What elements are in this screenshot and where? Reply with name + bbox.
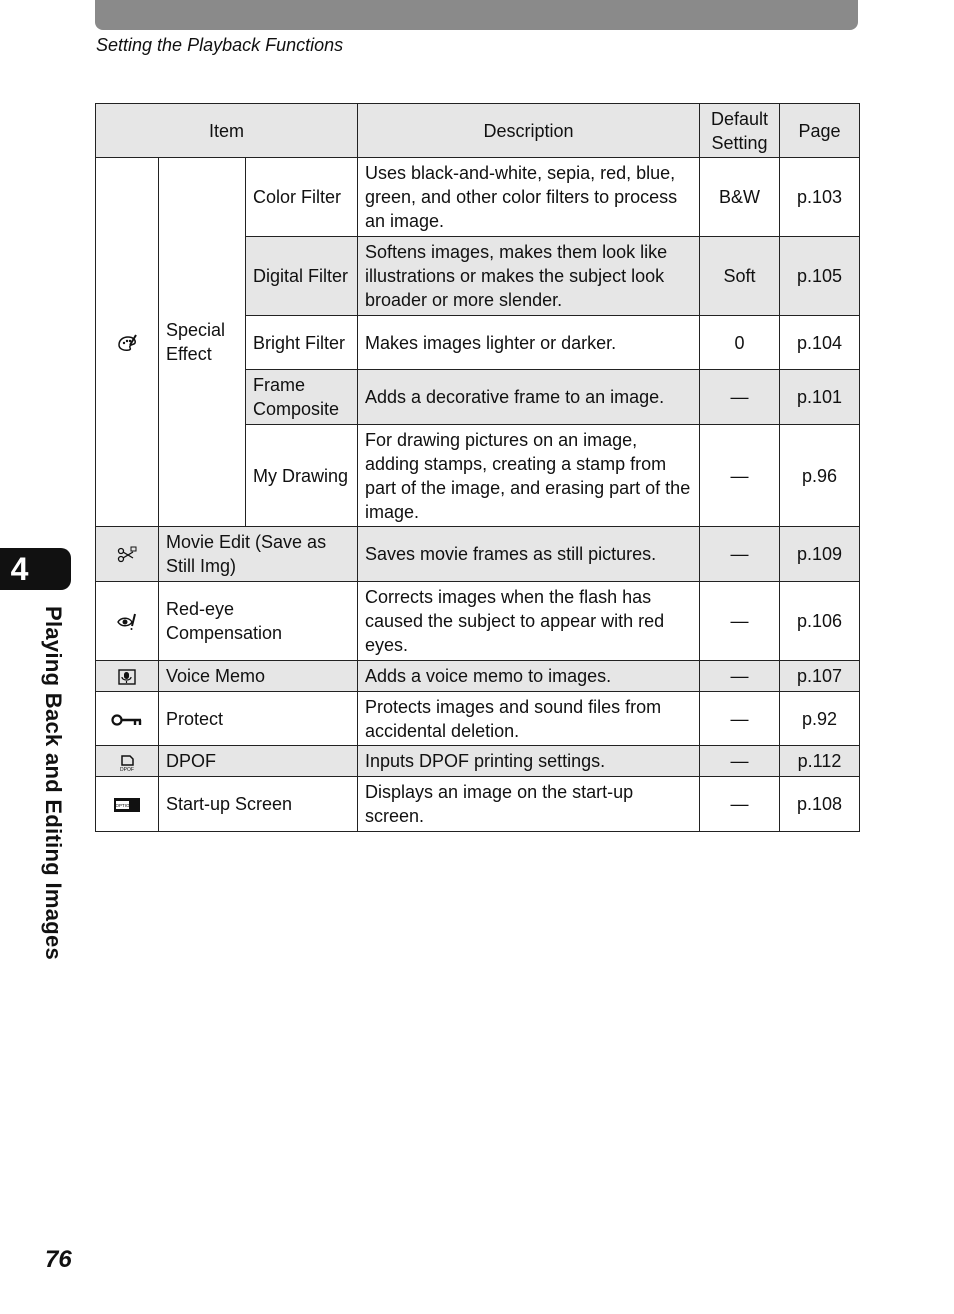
startup-screen-icon: [96, 777, 159, 832]
chapter-title: Playing Back and Editing Images: [41, 606, 66, 961]
header-description: Description: [358, 104, 700, 158]
function-name: Bright Filter: [246, 316, 358, 370]
page-reference: p.96: [780, 425, 860, 527]
default-setting: —: [700, 692, 780, 746]
page-reference: p.108: [780, 777, 860, 832]
function-description: Softens images, makes them look like illustrations or makes the subject look broader or more slender.: [358, 237, 700, 316]
movie-edit-icon: [96, 527, 159, 582]
page-reference: p.92: [780, 692, 860, 746]
function-description: Makes images lighter or darker.: [358, 316, 700, 370]
function-description: Saves movie frames as still pictures.: [358, 527, 700, 582]
function-name: Protect: [159, 692, 358, 746]
default-setting: —: [700, 582, 780, 661]
function-description: Adds a voice memo to images.: [358, 661, 700, 692]
page-reference: p.109: [780, 527, 860, 582]
dpof-icon-label: DPOF: [120, 767, 134, 773]
voice-memo-icon: [96, 661, 159, 692]
page-reference: p.105: [780, 237, 860, 316]
page-number: 76: [45, 1246, 72, 1273]
table-row: [96, 582, 860, 661]
default-setting: —: [700, 370, 780, 425]
page-reference: p.107: [780, 661, 860, 692]
function-description: Corrects images when the flash has caused the subject to appear with red eyes.: [358, 582, 700, 661]
dpof-icon: [96, 746, 159, 777]
header-page: Page: [780, 104, 860, 158]
function-description: Adds a decorative frame to an image.: [358, 370, 700, 425]
function-name: DPOF: [159, 746, 358, 777]
default-setting: Soft: [700, 237, 780, 316]
function-description: Protects images and sound files from accidental deletion.: [358, 692, 700, 746]
page-reference: p.112: [780, 746, 860, 777]
function-description: Inputs DPOF printing settings.: [358, 746, 700, 777]
protect-key-icon: [96, 692, 159, 746]
red-eye-icon: [96, 582, 159, 661]
function-name: Voice Memo: [159, 661, 358, 692]
table-header-row: [96, 104, 860, 158]
palette-icon: [96, 158, 159, 527]
chapter-tab: [0, 548, 71, 590]
page-reference: p.106: [780, 582, 860, 661]
page-reference: p.104: [780, 316, 860, 370]
table-row: [96, 661, 860, 692]
page-reference: p.103: [780, 158, 860, 237]
default-setting: —: [700, 527, 780, 582]
function-name: Color Filter: [246, 158, 358, 237]
header-item: Item: [96, 104, 358, 158]
table-row: [96, 746, 860, 777]
special-effect-label: Special Effect: [159, 158, 246, 527]
function-name: Frame Composite: [246, 370, 358, 425]
function-description: For drawing pictures on an image, adding stamps, creating a stamp from part of the image, and erasing part of the image.: [358, 425, 700, 527]
function-description: Displays an image on the start-up screen.: [358, 777, 700, 832]
startup-icon-label: OPTIO: [115, 803, 130, 809]
default-setting: B&W: [700, 158, 780, 237]
function-description: Uses black-and-white, sepia, red, blue, green, and other color filters to process an image.: [358, 158, 700, 237]
page-reference: p.101: [780, 370, 860, 425]
table-row: [96, 527, 860, 582]
function-name: Start-up Screen: [159, 777, 358, 832]
function-name: My Drawing: [246, 425, 358, 527]
chapter-number: 4: [10, 550, 29, 587]
header-default: Default Setting: [700, 104, 780, 158]
default-setting: —: [700, 746, 780, 777]
function-name: Digital Filter: [246, 237, 358, 316]
table-row: [96, 777, 860, 832]
function-name: Movie Edit (Save as Still Img): [159, 527, 358, 582]
default-setting: —: [700, 425, 780, 527]
table-row: [96, 692, 860, 746]
section-title: Setting the Playback Functions: [96, 35, 344, 55]
function-name: Red-eye Compensation: [159, 582, 358, 661]
table-row: [96, 158, 860, 237]
default-setting: 0: [700, 316, 780, 370]
default-setting: —: [700, 661, 780, 692]
header-bar: [95, 0, 858, 30]
default-setting: —: [700, 777, 780, 832]
playback-function-table: [95, 103, 860, 832]
